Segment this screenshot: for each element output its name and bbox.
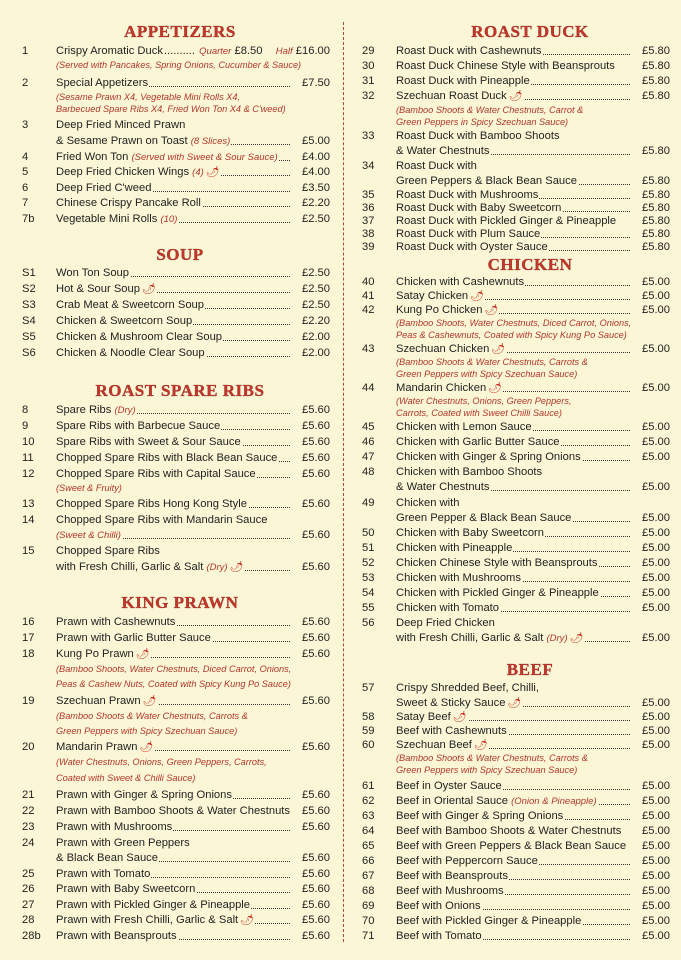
item-name: Spare Ribs (Dry)	[56, 404, 330, 417]
item-name: Beef with Tomato	[396, 930, 670, 943]
item-number: 37	[362, 215, 375, 227]
item-number: S5	[22, 331, 36, 343]
item-price: £5.80	[642, 60, 670, 72]
item-name: Roast Duck with Bamboo Shoots	[396, 130, 560, 142]
item-number: 64	[362, 825, 375, 837]
item-name: Spare Ribs with Sweet & Sour Sauce	[56, 436, 330, 449]
item-name: Chicken & Sweetcorn Soup	[56, 315, 330, 328]
item-number: 10	[22, 436, 35, 448]
item-name: Beef with Beansprouts	[396, 870, 670, 883]
item-price: £5.00	[642, 602, 670, 614]
item-name: Deep Fried Chicken Wings (4) 🌶	[56, 166, 330, 179]
item-price: £5.00	[642, 632, 670, 644]
item-price: £5.80	[642, 228, 670, 240]
item-note: (Bamboo Shoots, Water Chestnuts, Diced Carrot, Onions,	[56, 664, 292, 674]
item-number: 5	[22, 166, 29, 178]
item-number: S3	[22, 299, 36, 311]
item-number: 6	[22, 182, 29, 194]
item-number: 61	[362, 780, 375, 792]
section-title-soup: SOUP	[156, 245, 204, 264]
item-price: £5.60	[302, 561, 330, 573]
item-number: 59	[362, 725, 375, 737]
item-name: Kung Po Prawn 🌶	[56, 648, 330, 661]
item-number: 23	[22, 821, 35, 833]
item-price: £5.00	[642, 382, 670, 394]
item-price: £2.50	[302, 299, 330, 311]
chili-pepper-icon: 🌶	[507, 697, 522, 709]
item-price: £4.00	[302, 151, 330, 163]
item-price: £2.20	[302, 197, 330, 209]
item-number: S2	[22, 283, 36, 295]
item-name: Szechuan Roast Duck 🌶	[396, 90, 670, 103]
item-price: £5.00	[642, 840, 670, 852]
item-price: £5.00	[642, 451, 670, 463]
item-name: Chopped Spare Ribs	[56, 545, 160, 557]
item-name: Prawn with Beansprouts	[56, 930, 330, 943]
item-price: £5.60	[302, 899, 330, 911]
item-price: £5.00	[642, 900, 670, 912]
item-number: 48	[362, 466, 375, 478]
item-name: Beef with Cashewnuts	[396, 725, 670, 738]
chili-pepper-icon: 🌶	[452, 711, 467, 723]
item-number: 65	[362, 840, 375, 852]
item-number: 7b	[22, 213, 35, 225]
item-name: Beef in Oyster Sauce	[396, 780, 670, 793]
item-number: 21	[22, 789, 35, 801]
item-price: £7.50	[302, 77, 330, 89]
item-number: 9	[22, 420, 29, 432]
item-price: £5.60	[302, 529, 330, 541]
section-title-appetizers: APPETIZERS	[124, 22, 236, 41]
item-note: (Bamboo Shoots & Water Chestnuts, Carrots &	[396, 357, 588, 367]
item-name: Chopped Spare Ribs Hong Kong Style	[56, 498, 330, 511]
item-name: Chicken with Tomato	[396, 602, 670, 615]
item-note: Peas & Cashew Nuts, Coated with Spicy Kung Po Sauce)	[56, 679, 291, 689]
item-price: £5.80	[642, 241, 670, 253]
item-price: £5.60	[302, 930, 330, 942]
item-name: Beef with Ginger & Spring Onions	[396, 810, 670, 823]
item-number: 54	[362, 587, 375, 599]
item-name: & Black Bean Sauce	[56, 852, 330, 865]
item-name: Chicken with Mushrooms	[396, 572, 670, 585]
item-name: Beef in Oriental Sauce (Onion & Pineapple)	[396, 795, 670, 808]
item-price: £5.80	[642, 175, 670, 187]
item-price: £5.80	[642, 202, 670, 214]
item-price: £5.00	[642, 825, 670, 837]
item-price: £5.00	[642, 915, 670, 927]
item-price: £5.00	[642, 795, 670, 807]
item-name: Chicken with Baby Sweetcorn	[396, 527, 670, 540]
chili-pepper-icon: 🌶	[470, 290, 485, 302]
item-price: £5.00	[642, 481, 670, 493]
item-number: 24	[22, 837, 35, 849]
item-price: £2.50	[302, 267, 330, 279]
item-price: £5.00	[642, 725, 670, 737]
item-price: £5.60	[302, 420, 330, 432]
item-name: Chopped Spare Ribs with Mandarin Sauce	[56, 514, 268, 526]
item-price: £5.60	[302, 868, 330, 880]
item-price: £5.60	[302, 452, 330, 464]
section-title-roast-duck: ROAST DUCK	[471, 22, 589, 41]
item-note: (Sweet & Fruity)	[56, 483, 122, 493]
item-price: £5.60	[302, 821, 330, 833]
item-name: Won Ton Soup	[56, 267, 330, 280]
item-number: 11	[22, 452, 34, 464]
section-title-beef: BEEF	[506, 660, 554, 679]
item-name: Satay Beef 🌶	[396, 711, 670, 724]
item-price: £5.60	[302, 648, 330, 660]
item-number: 47	[362, 451, 375, 463]
item-price: £5.00	[642, 780, 670, 792]
item-price: £2.50	[302, 213, 330, 225]
section-title-roast-spare-ribs: ROAST SPARE RIBS	[95, 381, 265, 400]
item-name: Beef with Peppercorn Sauce	[396, 855, 670, 868]
item-price: £5.60	[302, 695, 330, 707]
item-name: Chicken with Bamboo Shoots	[396, 466, 543, 478]
item-number: 49	[362, 497, 375, 509]
item-name: with Fresh Chilli, Garlic & Salt (Dry) 🌶	[396, 632, 670, 645]
item-name: Beef with Green Peppers & Black Bean Sauce	[396, 840, 627, 852]
item-number: 55	[362, 602, 375, 614]
item-name: Prawn with Fresh Chilli, Garlic & Salt 🌶	[56, 914, 330, 927]
item-price: £5.80	[642, 215, 670, 227]
item-price: £5.60	[302, 436, 330, 448]
item-number: 56	[362, 617, 375, 629]
item-number: 50	[362, 527, 375, 539]
item-name: Mandarin Prawn 🌶	[56, 741, 330, 754]
item-price: £5.60	[302, 468, 330, 480]
chili-pepper-icon: 🌶	[135, 648, 150, 660]
item-number: 62	[362, 795, 375, 807]
item-price: £3.50	[302, 182, 330, 194]
item-number: 45	[362, 421, 375, 433]
item-number: 67	[362, 870, 375, 882]
item-name: Beef with Bamboo Shoots & Water Chestnuts	[396, 825, 622, 837]
item-number: 17	[22, 632, 35, 644]
item-price: Half £16.00	[275, 45, 330, 57]
item-number: 1	[22, 45, 29, 57]
item-price: £5.00	[642, 810, 670, 822]
item-note: Coated with Sweet & Chilli Sauce)	[56, 773, 196, 783]
item-number: 33	[362, 130, 375, 142]
item-price: £5.60	[302, 883, 330, 895]
item-number: 60	[362, 739, 375, 751]
item-number: 66	[362, 855, 375, 867]
item-name: Chopped Spare Ribs with Black Bean Sauce	[56, 452, 330, 465]
item-price: £5.60	[302, 741, 330, 753]
item-price: £5.00	[642, 697, 670, 709]
item-number: 16	[22, 616, 35, 628]
item-name: Prawn with Ginger & Spring Onions	[56, 789, 330, 802]
item-price: £2.50	[302, 283, 330, 295]
item-number: S6	[22, 347, 36, 359]
item-name: Prawn with Mushrooms	[56, 821, 330, 834]
item-price: £5.00	[642, 855, 670, 867]
item-number: 39	[362, 241, 375, 253]
item-number: 71	[362, 930, 375, 942]
item-price: £5.00	[642, 557, 670, 569]
item-note: (Sesame Prawn X4, Vegetable Mini Rolls X4,	[56, 92, 241, 102]
item-number: 68	[362, 885, 375, 897]
item-name: Chicken with Garlic Butter Sauce	[396, 436, 670, 449]
chili-pepper-icon: 🌶	[484, 304, 499, 316]
item-name: Special Appetizers	[56, 77, 330, 90]
item-name: Prawn with Baby Sweetcorn	[56, 883, 330, 896]
item-number: 20	[22, 741, 35, 753]
item-note: (Water Chestnuts, Onions, Green Peppers,	[396, 396, 572, 406]
item-name: Szechuan Beef 🌶	[396, 739, 670, 752]
item-name: Prawn with Pickled Ginger & Pineapple	[56, 899, 330, 912]
item-number: 44	[362, 382, 375, 394]
item-price: £5.60	[302, 789, 330, 801]
item-name: Roast Duck with Pineapple	[396, 75, 670, 88]
item-name: Szechuan Chicken 🌶	[396, 343, 670, 356]
item-price: £5.00	[642, 527, 670, 539]
item-name: Roast Duck Chinese Style with Beansprouts	[396, 60, 615, 72]
item-price: £5.00	[642, 290, 670, 302]
chili-pepper-icon: 🌶	[240, 914, 255, 926]
item-price: £5.00	[642, 885, 670, 897]
item-name: Satay Chicken 🌶	[396, 290, 670, 303]
item-name: Green Peppers & Black Bean Sauce	[396, 175, 670, 188]
item-number: 51	[362, 542, 375, 554]
item-note: (Bamboo Shoots, Water Chestnuts, Diced Carrot, Onions,	[396, 318, 632, 328]
item-note: (Water Chestnuts, Onions, Green Peppers, Carrots,	[56, 757, 267, 767]
item-name: Hot & Sour Soup 🌶	[56, 283, 330, 296]
item-price: £5.00	[642, 572, 670, 584]
item-number: 31	[362, 75, 375, 87]
item-price: £5.60	[302, 852, 330, 864]
item-number: 28	[22, 914, 35, 926]
item-name: & Sesame Prawn on Toast (8 Slices)	[56, 135, 330, 148]
item-number: 32	[362, 90, 375, 102]
item-name: Beef with Mushrooms	[396, 885, 670, 898]
item-note: (Bamboo Shoots & Water Chestnuts, Carrots &	[56, 711, 248, 721]
chili-pepper-icon: 🌶	[229, 561, 244, 573]
item-name: Deep Fried Chicken	[396, 617, 495, 629]
item-name: Kung Po Chicken 🌶	[396, 304, 670, 317]
item-number: 14	[22, 514, 35, 526]
item-number: 58	[362, 711, 375, 723]
item-note: Green Peppers in Spicy Szechuan Sauce)	[396, 117, 569, 127]
item-number: S1	[22, 267, 36, 279]
item-price: £5.60	[302, 404, 330, 416]
item-number: 30	[362, 60, 375, 72]
item-name: Deep Fried Minced Prawn	[56, 119, 186, 131]
item-price: £5.60	[302, 498, 330, 510]
chili-pepper-icon: 🌶	[491, 343, 506, 355]
chili-pepper-icon: 🌶	[473, 739, 488, 751]
item-number: 40	[362, 276, 375, 288]
item-note: (Bamboo Shoots & Water Chestnuts, Carrots &	[396, 753, 588, 763]
item-number: 34	[362, 160, 375, 172]
item-price: £5.00	[642, 587, 670, 599]
item-note: (Served with Pancakes, Spring Onions, Cucumber & Sauce)	[56, 60, 302, 70]
item-name: Prawn with Green Peppers	[56, 837, 190, 849]
item-price: £5.00	[642, 512, 670, 524]
item-number: 53	[362, 572, 375, 584]
item-name: Roast Duck with Baby Sweetcorn	[396, 202, 670, 215]
item-name: Chicken with	[396, 497, 460, 509]
item-number: 13	[22, 498, 35, 510]
item-name: Chicken with Cashewnuts	[396, 276, 670, 289]
item-number: 12	[22, 468, 35, 480]
item-number: 57	[362, 682, 375, 694]
item-number: 38	[362, 228, 375, 240]
item-name: Roast Duck with Oyster Sauce	[396, 241, 670, 254]
item-number: 63	[362, 810, 375, 822]
item-price: £5.60	[302, 616, 330, 628]
item-price: £5.00	[642, 711, 670, 723]
item-price: £5.00	[642, 343, 670, 355]
item-number: 2	[22, 77, 29, 89]
item-note: (Bamboo Shoots & Water Chestnuts, Carrot &	[396, 105, 584, 115]
item-note: Carrots, Coated with Sweet Chilli Sauce)	[396, 408, 562, 418]
item-number: 43	[362, 343, 375, 355]
item-price: £5.00	[642, 739, 670, 751]
chili-pepper-icon: 🌶	[488, 382, 503, 394]
item-name: Chicken with Ginger & Spring Onions	[396, 451, 670, 464]
item-price: £5.00	[642, 421, 670, 433]
chili-pepper-icon: 🌶	[569, 632, 584, 644]
item-number: 35	[362, 189, 375, 201]
item-price: £5.80	[642, 145, 670, 157]
item-name: with Fresh Chilli, Garlic & Salt (Dry) 🌶	[56, 561, 330, 574]
item-name: Beef with Onions	[396, 900, 670, 913]
item-name: Prawn with Garlic Butter Sauce	[56, 632, 330, 645]
item-number: 29	[362, 45, 375, 57]
section-title-chicken: CHICKEN	[487, 255, 573, 274]
item-price: £5.80	[642, 45, 670, 57]
item-number: S4	[22, 315, 36, 327]
item-name: Chicken & Mushroom Clear Soup	[56, 331, 330, 344]
item-name: Green Pepper & Black Bean Sauce	[396, 512, 670, 525]
item-number: 42	[362, 304, 375, 316]
item-price: £2.00	[302, 347, 330, 359]
item-price: £5.00	[302, 135, 330, 147]
item-name: Roast Duck with Plum Sauce	[396, 228, 670, 241]
item-number: 15	[22, 545, 35, 557]
item-note: Barbecued Spare Ribs X4, Fried Won Ton X4 & C'weed)	[56, 104, 286, 114]
item-name: Crab Meat & Sweetcorn Soup	[56, 299, 330, 312]
item-name: Szechuan Prawn 🌶	[56, 695, 330, 708]
item-number: 8	[22, 404, 29, 416]
item-price: £5.60	[302, 914, 330, 926]
item-number: 19	[22, 695, 35, 707]
item-number: 4	[22, 151, 29, 163]
item-number: 70	[362, 915, 375, 927]
item-number: 18	[22, 648, 35, 660]
item-price: £5.80	[642, 75, 670, 87]
item-name: Fried Won Ton (Served with Sweet & Sour Sauce)	[56, 151, 330, 164]
chili-pepper-icon: 🌶	[139, 741, 154, 753]
chili-pepper-icon: 🌶	[508, 90, 523, 102]
item-number: 26	[22, 883, 35, 895]
item-price: £5.00	[642, 304, 670, 316]
item-number: 7	[22, 197, 29, 209]
item-name: Chicken with Lemon Sauce	[396, 421, 670, 434]
item-name: Spare Ribs with Barbecue Sauce	[56, 420, 330, 433]
item-number: 28b	[22, 930, 41, 942]
item-number: 46	[362, 436, 375, 448]
item-price: £5.00	[642, 276, 670, 288]
item-note: Peas & Cashewnuts, Coated with Spicy Kung Po Sauce)	[396, 330, 627, 340]
item-number: 25	[22, 868, 35, 880]
chili-pepper-icon: 🌶	[205, 166, 220, 178]
item-name: Beef with Pickled Ginger & Pineapple	[396, 915, 670, 928]
item-name: Roast Duck with	[396, 160, 477, 172]
item-price: £2.00	[302, 331, 330, 343]
column-divider	[343, 22, 344, 942]
chili-pepper-icon: 🌶	[142, 695, 157, 707]
item-name: Vegetable Mini Rolls (10)	[56, 213, 330, 226]
item-name: Chinese Crispy Pancake Roll	[56, 197, 330, 210]
item-number: 69	[362, 900, 375, 912]
item-number: 27	[22, 899, 35, 911]
item-name: Deep Fried C'weed	[56, 182, 330, 195]
item-name: Crispy Aromatic Duck.......... Quarter £8.50	[56, 45, 263, 57]
item-number: 3	[22, 119, 29, 131]
item-name: (Sweet & Chilli)	[56, 529, 330, 542]
item-name: Sweet & Sticky Sauce 🌶	[396, 697, 670, 710]
item-name: Roast Duck with Cashewnuts	[396, 45, 670, 58]
item-price: £5.00	[642, 930, 670, 942]
item-name: Chicken with Pickled Ginger & Pineapple	[396, 587, 670, 600]
item-name: Chicken with Pineapple	[396, 542, 670, 555]
item-number: 22	[22, 805, 35, 817]
item-name: Chicken Chinese Style with Beansprouts	[396, 557, 670, 570]
item-price: £5.00	[642, 542, 670, 554]
item-number: 52	[362, 557, 375, 569]
item-note: Green Peppers with Spicy Szechuan Sauce)	[396, 765, 578, 775]
item-name: Crispy Shredded Beef, Chilli,	[396, 682, 540, 694]
section-title-king-prawn: KING PRAWN	[121, 593, 239, 612]
item-name: & Water Chestnuts	[396, 145, 670, 158]
item-name: Roast Duck with Pickled Ginger & Pineapple	[396, 215, 617, 227]
item-note: Green Peppers with Spicy Szechuan Sauce)	[396, 369, 578, 379]
item-name: Chopped Spare Ribs with Capital Sauce	[56, 468, 330, 481]
item-price: £2.20	[302, 315, 330, 327]
item-price: £5.00	[642, 870, 670, 882]
chili-pepper-icon: 🌶	[141, 283, 156, 295]
item-name: Roast Duck with Mushrooms	[396, 189, 670, 202]
item-name: Prawn with Cashewnuts	[56, 616, 330, 629]
item-number: 36	[362, 202, 375, 214]
item-name: Mandarin Chicken 🌶	[396, 382, 670, 395]
item-price: £5.80	[642, 189, 670, 201]
item-price: £5.60	[302, 632, 330, 644]
item-price: £4.00	[302, 166, 330, 178]
item-number: 41	[362, 290, 375, 302]
item-name: Prawn with Tomato	[56, 868, 330, 881]
item-note: Green Peppers with Spicy Szechuan Sauce)	[56, 726, 238, 736]
item-name: & Water Chestnuts	[396, 481, 670, 494]
item-price: £5.80	[642, 90, 670, 102]
item-name: Chicken & Noodle Clear Soup	[56, 347, 330, 360]
item-price: £5.60	[302, 805, 330, 817]
item-price: £5.00	[642, 436, 670, 448]
item-name: Prawn with Bamboo Shoots & Water Chestnuts	[56, 805, 291, 817]
